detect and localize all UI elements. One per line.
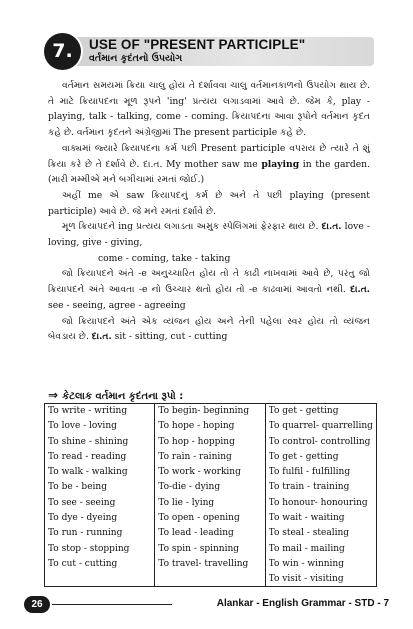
page-footer <box>24 596 389 613</box>
table-cell: To travel- travelling <box>158 558 249 569</box>
page-number: 26 <box>24 596 50 613</box>
paragraph-silent-e <box>48 266 370 313</box>
table-cell: To control- controlling <box>268 436 371 447</box>
table-cell: To be - being <box>48 482 107 493</box>
table-cell: To stop - stopping <box>48 543 130 554</box>
table-cell: To work - working <box>158 467 241 478</box>
table-cell: To fulfil - fulfilling <box>268 467 351 478</box>
chapter-subtitle: વર્તમાન કૃદંતનો ઉપયોગ <box>89 53 183 64</box>
table-cell: To honour- honouring <box>268 497 368 508</box>
table-cell: To lead - leading <box>158 528 234 539</box>
footer-rule <box>52 604 172 605</box>
table-column-1 <box>45 404 155 586</box>
paragraph-text: વાક્યમાં જ્યારે ક્રિયાપદના કર્મ પછી Present participle વપરાય છે ત્યારે તે શું ક્રિયા કરે છે તે દર્શાવે છે. દા.ત. My mother saw me <box>48 142 370 170</box>
example-marker: દા.ત. <box>321 221 342 233</box>
table-cell: To cut - cutting <box>48 558 118 569</box>
table-cell: To steal - stealing <box>268 528 350 539</box>
table-cell: To visit - visiting <box>268 574 344 585</box>
participle-table <box>44 403 377 587</box>
example-marker: દા.ત. <box>91 331 112 343</box>
table-cell: To see - seeing <box>48 497 116 508</box>
paragraph-text: મૂળ ક્રિયાપદને ing પ્રત્યય લગાડતા અમુક સ્પેલિંગમાં ફેરફાર થાય છે. <box>62 221 322 233</box>
table-cell: To dye - dyeing <box>48 513 118 524</box>
paragraph-text: see - seeing, agree - agreeing <box>48 299 186 311</box>
table-cell: To train - training <box>268 482 350 493</box>
table-cell: To write - writing <box>48 406 128 416</box>
table-column-3 <box>266 404 376 586</box>
table-column-2 <box>155 404 265 586</box>
table-cell: To get - getting <box>268 406 339 416</box>
book-title: Alankar - English Grammar - STD - 7 <box>216 598 389 609</box>
paragraph-text: in the garden. (મારી મમ્મીએ મને બગીચામાં રમતાં જોઈ.) <box>48 158 370 186</box>
chapter-header <box>44 33 374 70</box>
table-cell: To shine - shining <box>48 436 129 447</box>
table-cell: To begin- beginning <box>158 406 250 416</box>
paragraph-text: sit - sitting, cut - cutting <box>111 331 228 343</box>
example-marker: દા.ત. <box>350 284 370 296</box>
paragraph-text: જો ક્રિયાપદને અંતે એક વ્યંજન હોય અને તેની પહેલા સ્વર હોય તો વ્યંજન બેવડાય છે. <box>48 315 370 343</box>
paragraph-object <box>48 141 370 188</box>
section-title: કેટલાક વર્તમાન કૃદંતના રૂપો : <box>62 391 184 402</box>
table-cell: To spin - spinning <box>158 543 240 554</box>
table-cell: To lie - lying <box>158 497 215 508</box>
table-cell: To run - running <box>48 528 123 539</box>
table-cell: To hop - hopping <box>158 436 235 447</box>
paragraph-intro: વર્તમાન સમયમાં ક્રિયા ચાલુ હોય તે દર્શાવવા ચાલુ વર્તમાનકાળનો ઉપયોગ થાય છે. તે માટે ક્રિયાપદના મૂળ રૂપને 'ing' પ્રત્યય લગાડવામાં આવે છે. જેમ કે, play - playing, talk - talking, come - coming. ક્રિયાપદના આવા રૂપોને વર્તમાન કૃદંત કહે છે. વર્તમાન કૃદંતને અંગ્રેજીમાં The present participle કહે છે. <box>48 80 370 139</box>
table-cell: To quarrel- quarrelling <box>268 421 373 432</box>
table-cell: To get - getting <box>268 451 339 462</box>
table-cell: To wait - waiting <box>268 513 345 524</box>
chapter-number: 7. <box>44 33 81 70</box>
paragraph-spelling <box>48 219 370 250</box>
table-cell: To win - winning <box>268 558 344 569</box>
chapter-title: USE OF "PRESENT PARTICIPLE" <box>89 37 306 52</box>
arrow-icon: ⇒ <box>48 388 59 402</box>
table-cell: To open - opening <box>158 513 240 524</box>
table-cell: To read - reading <box>48 451 127 462</box>
table-cell: To-die - dying <box>158 482 221 493</box>
paragraph-text: love - loving, give - giving, <box>48 221 371 249</box>
paragraph-examples: come - coming, take - taking <box>98 252 231 264</box>
table-cell: To walk - walking <box>48 467 128 478</box>
table-cell: To rain - raining <box>158 451 232 462</box>
table-cell: To love - loving <box>48 421 117 432</box>
table-cell: To mail - mailing <box>268 543 345 554</box>
bold-example: playing <box>261 158 300 170</box>
paragraph-double-consonant <box>48 314 370 345</box>
paragraph-explanation: અહીં me એ saw ક્રિયાપદનું કર્મ છે અને તે પછી playing (present participle) આવે છે. જે મને રમતાં દર્શાવે છે. <box>48 189 370 217</box>
paragraph-text: જો ક્રિયાપદને અંતે -e અનુચ્ચારિત હોય તો તે કાઢી નાખવામાં આવે છે, પરંતુ જો ક્રિયાપદને અંતે આવતા -e નો ઉચ્ચાર થતો હોય તો -e કાઢવામાં આવતો નથી. <box>48 268 370 296</box>
table-cell: To hope - hoping <box>158 421 235 432</box>
section-heading <box>48 388 183 402</box>
body-text <box>48 78 370 345</box>
